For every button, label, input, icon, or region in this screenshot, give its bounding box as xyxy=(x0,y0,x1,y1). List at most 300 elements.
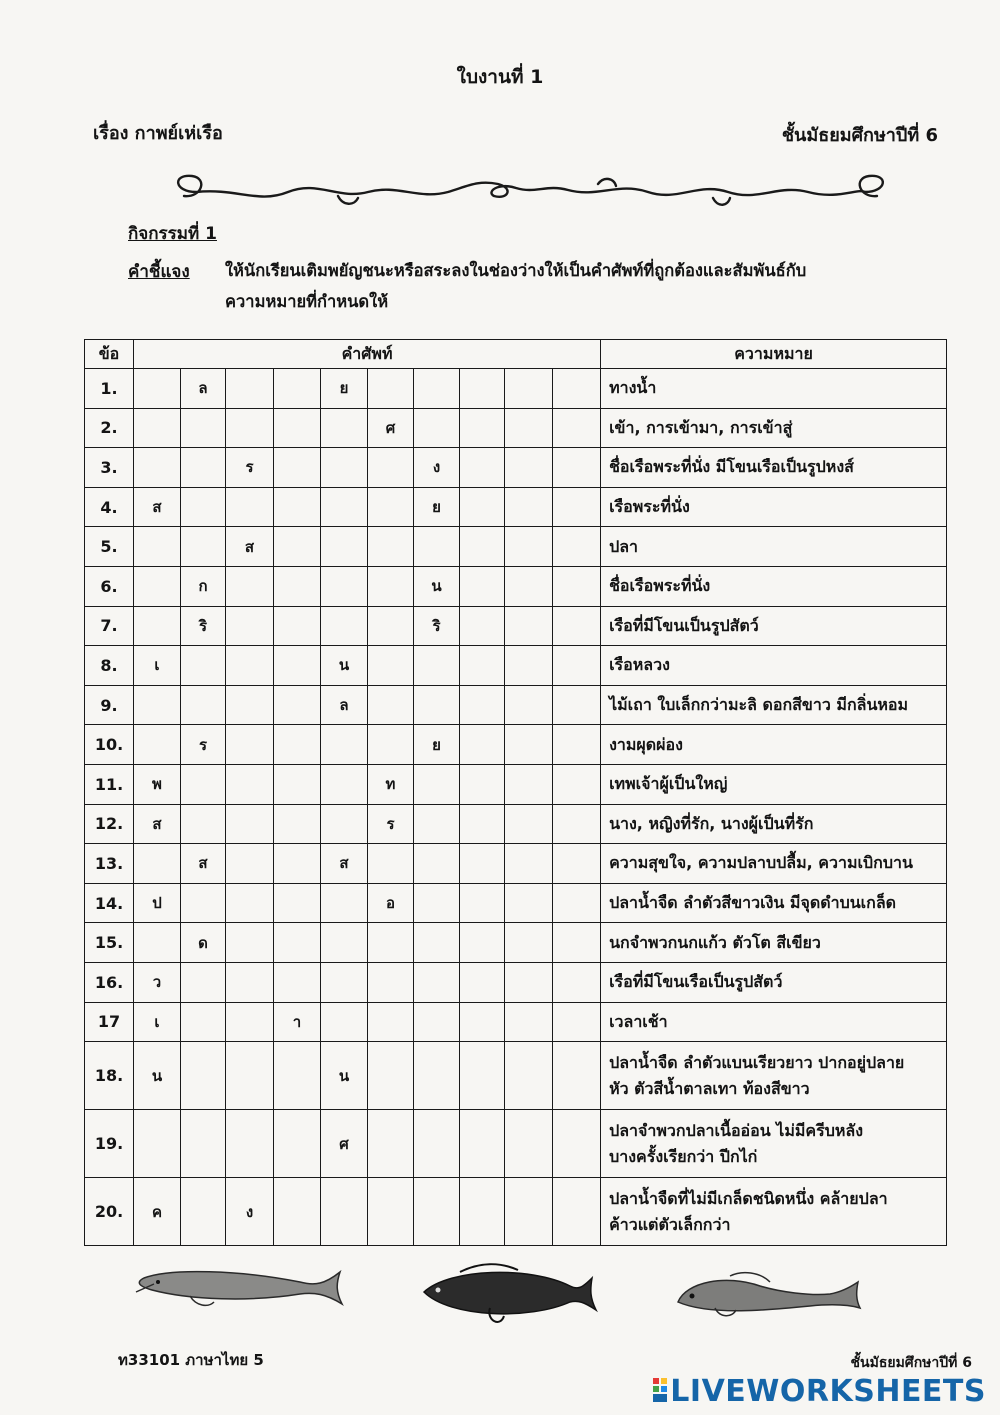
blank-letter-cell[interactable] xyxy=(226,923,274,963)
blank-letter-cell[interactable] xyxy=(226,844,274,884)
row-number: 3. xyxy=(85,448,134,488)
letter-hint-cell: ส xyxy=(134,487,181,527)
blank-letter-cell[interactable] xyxy=(181,764,226,804)
blank-letter-cell[interactable] xyxy=(368,725,414,765)
blank-letter-cell[interactable] xyxy=(274,487,321,527)
blank-letter-cell[interactable] xyxy=(368,923,414,963)
blank-letter-cell[interactable] xyxy=(274,408,321,448)
blank-letter-cell[interactable] xyxy=(181,487,226,527)
blank-letter-cell[interactable] xyxy=(414,764,460,804)
letter-hint-cell: ล xyxy=(321,685,368,725)
blank-letter-cell[interactable] xyxy=(134,448,181,488)
blank-letter-cell[interactable] xyxy=(226,487,274,527)
letter-hint-cell: อ xyxy=(368,883,414,923)
letter-hint-cell: ป xyxy=(134,883,181,923)
blank-letter-cell[interactable] xyxy=(134,408,181,448)
letter-hint-cell: ร xyxy=(226,448,274,488)
letter-hint-cell: น xyxy=(321,646,368,686)
blank-letter-cell[interactable] xyxy=(321,764,368,804)
blank-letter-cell[interactable] xyxy=(181,408,226,448)
blank-letter-cell[interactable] xyxy=(505,369,553,409)
letter-hint-cell: ส xyxy=(134,804,181,844)
table-row xyxy=(85,764,947,804)
blank-letter-cell[interactable] xyxy=(368,566,414,606)
table-row xyxy=(85,1042,947,1110)
row-number: 1. xyxy=(85,369,134,409)
blank-letter-cell[interactable] xyxy=(460,1042,505,1110)
meaning-line: ปลาน้ำจืดที่ไม่มีเกล็ดชนิดหนึ่ง คล้ายปลา xyxy=(609,1188,888,1208)
meaning-line: เรือที่มีโขนเรือเป็นรูปสัตว์ xyxy=(609,972,783,992)
blank-letter-cell[interactable] xyxy=(553,566,601,606)
row-number: 18. xyxy=(85,1042,134,1110)
meaning-cell xyxy=(601,764,947,804)
blank-letter-cell[interactable] xyxy=(505,923,553,963)
blank-letter-cell[interactable] xyxy=(553,804,601,844)
blank-letter-cell[interactable] xyxy=(505,764,553,804)
instruction-text-line1: ให้นักเรียนเติมพยัญชนะหรือสระลงในช่องว่างให้เป็นคำศัพท์ที่ถูกต้องและสัมพันธ์กับ xyxy=(225,261,807,280)
blank-letter-cell[interactable] xyxy=(414,844,460,884)
meaning-cell xyxy=(601,1002,947,1042)
blank-letter-cell[interactable] xyxy=(414,1042,460,1110)
blank-letter-cell[interactable] xyxy=(553,1002,601,1042)
blank-letter-cell[interactable] xyxy=(134,923,181,963)
blank-letter-cell[interactable] xyxy=(181,962,226,1002)
blank-letter-cell[interactable] xyxy=(460,646,505,686)
meaning-line: ปลาจำพวกปลาเนื้ออ่อน ไม่มีครีบหลัง xyxy=(609,1120,864,1140)
letter-hint-cell: ล xyxy=(181,369,226,409)
table-row xyxy=(85,408,947,448)
blank-letter-cell[interactable] xyxy=(368,685,414,725)
blank-letter-cell[interactable] xyxy=(505,646,553,686)
blank-letter-cell[interactable] xyxy=(460,487,505,527)
instruction-label: คำชี้แจง xyxy=(128,262,190,282)
blank-letter-cell[interactable] xyxy=(134,1110,181,1178)
blank-letter-cell[interactable] xyxy=(321,527,368,567)
blank-letter-cell[interactable] xyxy=(460,369,505,409)
blank-letter-cell[interactable] xyxy=(274,883,321,923)
blank-letter-cell[interactable] xyxy=(505,1178,553,1246)
blank-letter-cell[interactable] xyxy=(321,408,368,448)
blank-letter-cell[interactable] xyxy=(505,844,553,884)
blank-letter-cell[interactable] xyxy=(226,764,274,804)
meaning-line: เทพเจ้าผู้เป็นใหญ่ xyxy=(609,774,728,794)
table-row xyxy=(85,1002,947,1042)
letter-hint-cell: ส xyxy=(181,844,226,884)
blank-letter-cell[interactable] xyxy=(368,487,414,527)
blank-letter-cell[interactable] xyxy=(181,1110,226,1178)
blank-letter-cell[interactable] xyxy=(414,408,460,448)
blank-letter-cell[interactable] xyxy=(368,1178,414,1246)
meaning-line: เวลาเช้า xyxy=(609,1011,668,1031)
blank-letter-cell[interactable] xyxy=(274,527,321,567)
blank-letter-cell[interactable] xyxy=(134,606,181,646)
meaning-line: ปลาน้ำจืด ลำตัวแบนเรียวยาว ปากอยู่ปลาย xyxy=(609,1052,905,1072)
blank-letter-cell[interactable] xyxy=(414,369,460,409)
meaning-cell xyxy=(601,923,947,963)
blank-letter-cell[interactable] xyxy=(414,883,460,923)
table-row xyxy=(85,448,947,488)
letter-hint-cell: เ xyxy=(134,646,181,686)
row-number: 6. xyxy=(85,566,134,606)
table-row xyxy=(85,923,947,963)
table-row xyxy=(85,369,947,409)
meaning-cell xyxy=(601,883,947,923)
blank-letter-cell[interactable] xyxy=(368,1110,414,1178)
blank-letter-cell[interactable] xyxy=(274,804,321,844)
blank-letter-cell[interactable] xyxy=(274,606,321,646)
blank-letter-cell[interactable] xyxy=(368,646,414,686)
subject-title: เรื่อง กาพย์เห่เรือ xyxy=(93,123,223,144)
table-row xyxy=(85,844,947,884)
blank-letter-cell[interactable] xyxy=(226,804,274,844)
blank-letter-cell[interactable] xyxy=(414,685,460,725)
table-row xyxy=(85,725,947,765)
blank-letter-cell[interactable] xyxy=(274,566,321,606)
page-title: ใบงานที่ 1 xyxy=(456,66,544,88)
row-number: 5. xyxy=(85,527,134,567)
meaning-cell xyxy=(601,1178,947,1246)
letter-hint-cell: ส xyxy=(321,844,368,884)
blank-letter-cell[interactable] xyxy=(505,804,553,844)
blank-letter-cell[interactable] xyxy=(505,962,553,1002)
blank-letter-cell[interactable] xyxy=(505,725,553,765)
row-number: 19. xyxy=(85,1110,134,1178)
row-number: 16. xyxy=(85,962,134,1002)
blank-letter-cell[interactable] xyxy=(274,725,321,765)
meaning-cell xyxy=(601,369,947,409)
row-number: 7. xyxy=(85,606,134,646)
blank-letter-cell[interactable] xyxy=(553,408,601,448)
blank-letter-cell[interactable] xyxy=(505,606,553,646)
blank-letter-cell[interactable] xyxy=(368,369,414,409)
blank-letter-cell[interactable] xyxy=(181,1178,226,1246)
blank-letter-cell[interactable] xyxy=(505,1042,553,1110)
blank-letter-cell[interactable] xyxy=(134,369,181,409)
row-number: 8. xyxy=(85,646,134,686)
blank-letter-cell[interactable] xyxy=(505,685,553,725)
blank-letter-cell[interactable] xyxy=(181,448,226,488)
row-number: 4. xyxy=(85,487,134,527)
vocabulary-table xyxy=(84,339,947,1246)
blank-letter-cell[interactable] xyxy=(181,685,226,725)
blank-letter-cell[interactable] xyxy=(553,646,601,686)
meaning-cell xyxy=(601,527,947,567)
blank-letter-cell[interactable] xyxy=(553,527,601,567)
meaning-line: หัว ตัวสีน้ำตาลเทา ท้องสีขาว xyxy=(609,1078,810,1098)
blank-letter-cell[interactable] xyxy=(368,1002,414,1042)
blank-letter-cell[interactable] xyxy=(226,962,274,1002)
letter-hint-cell: ง xyxy=(226,1178,274,1246)
blank-letter-cell[interactable] xyxy=(134,527,181,567)
blank-letter-cell[interactable] xyxy=(321,1002,368,1042)
blank-letter-cell[interactable] xyxy=(368,448,414,488)
table-row xyxy=(85,962,947,1002)
meaning-cell xyxy=(601,487,947,527)
meaning-cell xyxy=(601,844,947,884)
blank-letter-cell[interactable] xyxy=(460,962,505,1002)
table-row xyxy=(85,606,947,646)
meaning-cell xyxy=(601,408,947,448)
blank-letter-cell[interactable] xyxy=(274,1178,321,1246)
table-row xyxy=(85,883,947,923)
header-word: คำศัพท์ xyxy=(134,340,601,369)
blank-letter-cell[interactable] xyxy=(368,962,414,1002)
letter-hint-cell: พ xyxy=(134,764,181,804)
letter-hint-cell: ค xyxy=(134,1178,181,1246)
letter-hint-cell: า xyxy=(274,1002,321,1042)
blank-letter-cell[interactable] xyxy=(368,527,414,567)
blank-letter-cell[interactable] xyxy=(274,962,321,1002)
table-row xyxy=(85,646,947,686)
blank-letter-cell[interactable] xyxy=(321,725,368,765)
blank-letter-cell[interactable] xyxy=(553,923,601,963)
blank-letter-cell[interactable] xyxy=(460,606,505,646)
blank-letter-cell[interactable] xyxy=(553,962,601,1002)
blank-letter-cell[interactable] xyxy=(134,844,181,884)
meaning-line: เรือที่มีโขนเป็นรูปสัตว์ xyxy=(609,615,759,635)
header-number: ข้อ xyxy=(85,340,134,369)
meaning-cell xyxy=(601,646,947,686)
blank-letter-cell[interactable] xyxy=(460,764,505,804)
blank-letter-cell[interactable] xyxy=(553,725,601,765)
blank-letter-cell[interactable] xyxy=(134,725,181,765)
letter-hint-cell: ศ xyxy=(368,408,414,448)
letter-hint-cell: ท xyxy=(368,764,414,804)
blank-letter-cell[interactable] xyxy=(181,1042,226,1110)
row-number: 2. xyxy=(85,408,134,448)
letter-hint-cell: น xyxy=(134,1042,181,1110)
blank-letter-cell[interactable] xyxy=(274,1110,321,1178)
fish-illustrations xyxy=(130,1258,870,1338)
blank-letter-cell[interactable] xyxy=(134,566,181,606)
letter-hint-cell: เ xyxy=(134,1002,181,1042)
blank-letter-cell[interactable] xyxy=(460,1110,505,1178)
blank-letter-cell[interactable] xyxy=(460,1002,505,1042)
blank-letter-cell[interactable] xyxy=(274,1042,321,1110)
carp-icon xyxy=(424,1264,596,1322)
liveworksheets-logo-text: LIVEWORKSHEETS xyxy=(670,1374,986,1409)
blank-letter-cell[interactable] xyxy=(321,448,368,488)
blank-letter-cell[interactable] xyxy=(274,448,321,488)
blank-letter-cell[interactable] xyxy=(274,844,321,884)
blank-letter-cell[interactable] xyxy=(321,962,368,1002)
meaning-cell xyxy=(601,685,947,725)
ornament-divider-icon xyxy=(168,170,893,216)
blank-letter-cell[interactable] xyxy=(368,1042,414,1110)
meaning-line: ชื่อเรือพระที่นั่ง มีโขนเรือเป็นรูปหงส์ xyxy=(609,457,854,477)
blank-letter-cell[interactable] xyxy=(414,804,460,844)
blank-letter-cell[interactable] xyxy=(226,725,274,765)
blank-letter-cell[interactable] xyxy=(226,883,274,923)
meaning-line: เข้า, การเข้ามา, การเข้าสู่ xyxy=(609,417,793,437)
blank-letter-cell[interactable] xyxy=(274,923,321,963)
blank-letter-cell[interactable] xyxy=(460,804,505,844)
letter-hint-cell: ริ xyxy=(414,606,460,646)
blank-letter-cell[interactable] xyxy=(321,566,368,606)
blank-letter-cell[interactable] xyxy=(321,487,368,527)
blank-letter-cell[interactable] xyxy=(274,685,321,725)
blank-letter-cell[interactable] xyxy=(321,606,368,646)
meaning-cell xyxy=(601,1110,947,1178)
letter-hint-cell: ย xyxy=(414,487,460,527)
table-row xyxy=(85,527,947,567)
blank-letter-cell[interactable] xyxy=(134,685,181,725)
blank-letter-cell[interactable] xyxy=(321,1178,368,1246)
blank-letter-cell[interactable] xyxy=(460,1178,505,1246)
meaning-line: ปลาน้ำจืด ลำตัวสีขาวเงิน มีจุดดำบนเกล็ด xyxy=(609,893,897,913)
meaning-line: งามผุดผ่อง xyxy=(609,734,683,754)
blank-letter-cell[interactable] xyxy=(414,1002,460,1042)
blank-letter-cell[interactable] xyxy=(226,1042,274,1110)
blank-letter-cell[interactable] xyxy=(505,1002,553,1042)
row-number: 11. xyxy=(85,764,134,804)
liveworksheets-logo[interactable] xyxy=(652,1374,986,1409)
blank-letter-cell[interactable] xyxy=(181,646,226,686)
blank-letter-cell[interactable] xyxy=(460,725,505,765)
letter-hint-cell: น xyxy=(321,1042,368,1110)
table-row xyxy=(85,804,947,844)
blank-letter-cell[interactable] xyxy=(414,1110,460,1178)
blank-letter-cell[interactable] xyxy=(414,527,460,567)
blank-letter-cell[interactable] xyxy=(226,369,274,409)
blank-letter-cell[interactable] xyxy=(553,448,601,488)
letter-hint-cell: ริ xyxy=(181,606,226,646)
letter-hint-cell: ง xyxy=(414,448,460,488)
row-number: 9. xyxy=(85,685,134,725)
blank-letter-cell[interactable] xyxy=(181,1002,226,1042)
blank-letter-cell[interactable] xyxy=(553,487,601,527)
liveworksheets-mark-icon xyxy=(652,1377,668,1403)
blank-letter-cell[interactable] xyxy=(321,804,368,844)
meaning-line: บางครั้งเรียกว่า ปีกไก่ xyxy=(609,1146,758,1166)
blank-letter-cell[interactable] xyxy=(226,685,274,725)
row-number: 13. xyxy=(85,844,134,884)
meaning-cell xyxy=(601,448,947,488)
blank-letter-cell[interactable] xyxy=(460,527,505,567)
blank-letter-cell[interactable] xyxy=(553,1042,601,1110)
letter-hint-cell: ร xyxy=(368,804,414,844)
meaning-line: เรือพระที่นั่ง xyxy=(609,497,690,517)
meaning-cell xyxy=(601,566,947,606)
meaning-line: นกจำพวกนกแก้ว ตัวโต สีเขียว xyxy=(609,932,821,952)
meaning-line: เรือหลวง xyxy=(609,655,670,675)
blank-letter-cell[interactable] xyxy=(414,1178,460,1246)
meaning-line: ไม้เถา ใบเล็กกว่ามะลิ ดอกสีขาว มีกลิ่นหอม xyxy=(609,695,909,715)
blank-letter-cell[interactable] xyxy=(226,408,274,448)
meaning-line: ชื่อเรือพระที่นั่ง xyxy=(609,576,711,596)
blank-letter-cell[interactable] xyxy=(460,685,505,725)
blank-letter-cell[interactable] xyxy=(368,844,414,884)
blank-letter-cell[interactable] xyxy=(226,1002,274,1042)
course-code: ท33101 ภาษาไทย 5 xyxy=(118,1351,264,1369)
table-row xyxy=(85,566,947,606)
instruction-text-line2: ความหมายที่กำหนดให้ xyxy=(225,292,389,311)
letter-hint-cell: ว xyxy=(134,962,181,1002)
meaning-line: ความสุขใจ, ความปลาบปลื้ม, ความเบิกบาน xyxy=(609,853,913,873)
blank-letter-cell[interactable] xyxy=(505,566,553,606)
letter-hint-cell: ด xyxy=(181,923,226,963)
letter-hint-cell: ย xyxy=(321,369,368,409)
blank-letter-cell[interactable] xyxy=(274,646,321,686)
blank-letter-cell[interactable] xyxy=(368,606,414,646)
row-number: 17 xyxy=(85,1002,134,1042)
blank-letter-cell[interactable] xyxy=(553,685,601,725)
header-meaning: ความหมาย xyxy=(601,340,947,369)
blank-letter-cell[interactable] xyxy=(460,566,505,606)
row-number: 20. xyxy=(85,1178,134,1246)
blank-letter-cell[interactable] xyxy=(226,566,274,606)
table-row xyxy=(85,1178,947,1246)
row-number: 14. xyxy=(85,883,134,923)
blank-letter-cell[interactable] xyxy=(553,883,601,923)
blank-letter-cell[interactable] xyxy=(505,1110,553,1178)
footer-grade: ชั้นมัธยมศึกษาปีที่ 6 xyxy=(850,1355,972,1371)
row-number: 15. xyxy=(85,923,134,963)
blank-letter-cell[interactable] xyxy=(505,487,553,527)
meaning-cell xyxy=(601,1042,947,1110)
blank-letter-cell[interactable] xyxy=(414,646,460,686)
blank-letter-cell[interactable] xyxy=(505,448,553,488)
meaning-cell xyxy=(601,962,947,1002)
meaning-line: ค้าวแต่ตัวเล็กกว่า xyxy=(609,1214,731,1234)
blank-letter-cell[interactable] xyxy=(505,883,553,923)
letter-hint-cell: ย xyxy=(414,725,460,765)
blank-letter-cell[interactable] xyxy=(226,1110,274,1178)
grade-level: ชั้นมัธยมศึกษาปีที่ 6 xyxy=(781,125,938,146)
blank-letter-cell[interactable] xyxy=(414,923,460,963)
blank-letter-cell[interactable] xyxy=(226,606,274,646)
letter-hint-cell: ก xyxy=(181,566,226,606)
blank-letter-cell[interactable] xyxy=(460,923,505,963)
blank-letter-cell[interactable] xyxy=(414,962,460,1002)
catfish-icon xyxy=(136,1272,342,1306)
blank-letter-cell[interactable] xyxy=(460,883,505,923)
blank-letter-cell[interactable] xyxy=(460,448,505,488)
row-number: 10. xyxy=(85,725,134,765)
meaning-cell xyxy=(601,804,947,844)
table-row xyxy=(85,685,947,725)
blank-letter-cell[interactable] xyxy=(553,764,601,804)
meaning-line: ปลา xyxy=(609,536,639,556)
letter-hint-cell: น xyxy=(414,566,460,606)
blank-letter-cell[interactable] xyxy=(553,844,601,884)
blank-letter-cell[interactable] xyxy=(321,883,368,923)
blank-letter-cell[interactable] xyxy=(460,408,505,448)
blank-letter-cell[interactable] xyxy=(505,527,553,567)
table-row xyxy=(85,487,947,527)
row-number: 12. xyxy=(85,804,134,844)
activity-title: กิจกรรมที่ 1 xyxy=(128,224,217,244)
blank-letter-cell[interactable] xyxy=(181,883,226,923)
blank-letter-cell[interactable] xyxy=(226,646,274,686)
meaning-cell xyxy=(601,725,947,765)
blank-letter-cell[interactable] xyxy=(181,804,226,844)
letter-hint-cell: ร xyxy=(181,725,226,765)
blank-letter-cell[interactable] xyxy=(553,1178,601,1246)
letter-hint-cell: ศ xyxy=(321,1110,368,1178)
blank-letter-cell[interactable] xyxy=(274,369,321,409)
blank-letter-cell[interactable] xyxy=(553,369,601,409)
blank-letter-cell[interactable] xyxy=(181,527,226,567)
meaning-line: ทางน้ำ xyxy=(609,378,657,398)
blank-letter-cell[interactable] xyxy=(460,844,505,884)
blank-letter-cell[interactable] xyxy=(274,764,321,804)
blank-letter-cell[interactable] xyxy=(553,606,601,646)
letter-hint-cell: ส xyxy=(226,527,274,567)
blank-letter-cell[interactable] xyxy=(553,1110,601,1178)
blank-letter-cell[interactable] xyxy=(321,923,368,963)
blank-letter-cell[interactable] xyxy=(505,408,553,448)
